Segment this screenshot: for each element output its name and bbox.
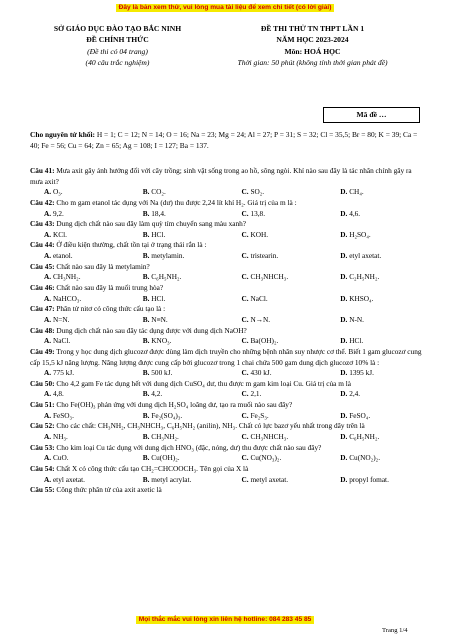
question <box>30 464 425 485</box>
preview-banner-text: Đây là bản xem thử, vui lòng mua tài liệu để xem chi tiết (có lời giải) <box>116 4 335 12</box>
question-text: Cho m gam etanol tác dụng với Na (dư) thu được 2,24 lít khí H₂. Giá trị của m là : <box>54 197 297 207</box>
option-letter: B. <box>142 410 150 420</box>
school-year: NĂM HỌC 2023-2024 <box>276 35 349 45</box>
option-letter: D. <box>340 251 348 261</box>
option-letter: C. <box>241 314 249 324</box>
option-text: CuO. <box>52 453 69 463</box>
option-letter: D. <box>340 432 348 442</box>
question <box>30 421 425 442</box>
question-list <box>30 166 425 496</box>
option-letter: D. <box>340 293 348 303</box>
answer-option[interactable] <box>326 272 425 283</box>
option-letter: B. <box>142 336 150 346</box>
answer-option[interactable] <box>30 230 129 241</box>
option-letter: D. <box>340 187 348 197</box>
question-count-note: (40 câu trắc nghiệm) <box>85 58 150 68</box>
option-text: NaCl. <box>52 336 71 346</box>
question-number: Câu 49: <box>30 346 55 356</box>
option-text: NH₃. <box>52 432 68 442</box>
option-letter: B. <box>142 293 150 303</box>
option-text: FeSO₃. <box>52 410 74 420</box>
option-text: C₆H₅NH₂. <box>349 432 380 442</box>
option-letter: C. <box>241 453 249 463</box>
option-text: KHSO₄. <box>349 293 374 303</box>
question-text: Công thức phân tử của axit axetic là <box>54 485 162 495</box>
question-stem <box>30 240 425 251</box>
option-letter: A. <box>44 410 52 420</box>
answer-option[interactable] <box>30 453 129 464</box>
option-letter: D. <box>340 453 348 463</box>
question-number: Câu 47: <box>30 304 55 314</box>
preview-banner <box>0 4 450 12</box>
answer-option[interactable] <box>228 453 327 464</box>
answer-option[interactable] <box>30 432 129 443</box>
question-text: Chất X có công thức cấu tạo CH₂=CHCOOCH₃. Tên gọi của X là <box>54 463 249 473</box>
question-stem <box>30 219 425 230</box>
option-text: CH₃NHCH₃. <box>250 272 289 282</box>
answer-option[interactable] <box>129 368 228 379</box>
answer-options <box>30 230 425 241</box>
option-text: 13,8. <box>250 208 266 218</box>
option-text: 4,6. <box>349 208 361 218</box>
question-number: Câu 43: <box>30 219 55 229</box>
option-letter: D. <box>340 208 348 218</box>
answer-options <box>30 251 425 262</box>
answer-option[interactable] <box>228 251 327 262</box>
question-text: Cho các chất: CH₃NH₂, CH₃NHCH₃, C₆H₅NH₂ (anilin), NH₃. Chất có lực bazơ yếu nhất trong dãy trên là <box>54 421 365 431</box>
option-text: Cu(OH)₂. <box>151 453 180 463</box>
option-text: etyl axetat. <box>52 474 85 484</box>
answer-options <box>30 411 425 422</box>
option-letter: B. <box>142 432 150 442</box>
option-text: KNO₃. <box>151 336 172 346</box>
answer-option[interactable] <box>30 251 129 262</box>
header-left <box>30 23 205 69</box>
question-text: Dung dịch chất nào sau đây tác dụng được với dung dịch NaOH? <box>54 325 247 335</box>
answer-options <box>30 389 425 400</box>
option-letter: A. <box>44 251 52 261</box>
option-text: Cu(NO₃)₂. <box>250 453 282 463</box>
question-text: Ở điều kiện thường, chất tồn tại ở trạng thái rắn là : <box>54 240 207 250</box>
exam-header <box>30 23 420 69</box>
question <box>30 400 425 421</box>
option-letter: C. <box>241 368 249 378</box>
answer-option[interactable] <box>228 294 327 305</box>
option-text: 2,4. <box>349 389 361 399</box>
option-text: 775 kJ. <box>52 368 75 378</box>
question-stem <box>30 379 425 390</box>
question <box>30 262 425 283</box>
answer-option[interactable] <box>326 432 425 443</box>
answer-option[interactable] <box>228 432 327 443</box>
option-text: 18,4. <box>151 208 166 218</box>
option-letter: C. <box>241 474 249 484</box>
option-text: propyl fomat. <box>349 474 389 484</box>
option-letter: A. <box>44 208 52 218</box>
answer-option[interactable] <box>228 272 327 283</box>
question-stem <box>30 485 425 496</box>
option-text: HCl. <box>151 293 166 303</box>
option-text: CH₄. <box>349 187 364 197</box>
question <box>30 219 425 240</box>
answer-option[interactable] <box>30 272 129 283</box>
option-text: metyl axetat. <box>250 474 289 484</box>
answer-option[interactable] <box>228 336 327 347</box>
question-number: Câu 55: <box>30 485 55 495</box>
question-number: Câu 48: <box>30 325 55 335</box>
question-number: Câu 51: <box>30 400 55 410</box>
answer-option[interactable] <box>30 315 129 326</box>
option-letter: C. <box>241 251 249 261</box>
question-number: Câu 52: <box>30 421 55 431</box>
question-stem <box>30 304 425 315</box>
answer-options <box>30 432 425 443</box>
answer-option[interactable] <box>30 336 129 347</box>
answer-option[interactable] <box>326 475 425 486</box>
option-text: HCl. <box>349 336 364 346</box>
option-text: CO₂. <box>151 187 166 197</box>
answer-option[interactable] <box>228 187 327 198</box>
option-text: NaCl. <box>250 293 268 303</box>
answer-option[interactable] <box>129 336 228 347</box>
question-text: Cho kim loại Cu tác dụng với dung dịch HNO₃ (đặc, nóng, dư) thu được chất nào sau đây? <box>54 442 322 452</box>
option-text: etanol. <box>52 251 73 261</box>
option-text: Cu(NO₂)₂. <box>349 453 381 463</box>
option-text: O₃. <box>52 187 63 197</box>
option-letter: B. <box>142 251 150 261</box>
option-text: N≡N. <box>151 314 168 324</box>
answer-option[interactable] <box>30 187 129 198</box>
answer-option[interactable] <box>129 209 228 220</box>
question <box>30 326 425 347</box>
option-letter: C. <box>241 272 249 282</box>
option-letter: A. <box>44 474 52 484</box>
department-name: SỞ GIÁO DỤC ĐÀO TẠO BẮC NINH <box>53 24 182 33</box>
answer-options <box>30 475 425 486</box>
option-letter: D. <box>340 474 348 484</box>
option-text: 500 kJ. <box>151 368 173 378</box>
question-text: Phân tử nitơ có công thức cấu tạo là : <box>54 304 166 314</box>
option-letter: A. <box>44 187 52 197</box>
answer-option[interactable] <box>129 315 228 326</box>
option-letter: D. <box>340 368 348 378</box>
answer-option[interactable] <box>129 453 228 464</box>
answer-option[interactable] <box>326 411 425 422</box>
question-text: Cho Fe(OH)₃ phản ứng với dung dịch H₂SO₄ loãng dư, tạo ra muối nào sau đây? <box>54 400 293 410</box>
option-letter: C. <box>241 208 249 218</box>
time-limit: Thời gian: 50 phút (không tính thời gian phát đề) <box>237 58 388 68</box>
exam-code-box: Mã đề … <box>323 107 420 123</box>
atomic-masses-values: H = 1; C = 12; N = 14; O = 16; Na = 23; Mg = 24; Al = 27; P = 31; S = 32; Cl = 35,5; Br = 80; K = 39; Ca = 40; Fe = 56; Cu = 64; Zn = 65; Ag = 108; I = 127; Ba = 137. <box>30 130 418 151</box>
option-letter: B. <box>142 272 150 282</box>
question-number: Câu 46: <box>30 283 55 293</box>
question-text: Chất nào sau đây là metylamin? <box>54 261 150 271</box>
option-text: H₂SO₄. <box>349 229 371 239</box>
question-number: Câu 41: <box>30 166 55 175</box>
answer-option[interactable] <box>30 411 129 422</box>
option-letter: C. <box>241 432 249 442</box>
option-letter: A. <box>44 368 52 378</box>
answer-option[interactable] <box>228 475 327 486</box>
option-letter: C. <box>241 389 249 399</box>
option-text: N=N. <box>52 314 70 324</box>
option-letter: D. <box>340 314 348 324</box>
answer-option[interactable] <box>129 230 228 241</box>
answer-option[interactable] <box>326 336 425 347</box>
question <box>30 379 425 400</box>
option-text: N→N. <box>250 314 271 324</box>
option-text: CH₃NH₂. <box>151 432 179 442</box>
option-letter: A. <box>44 229 52 239</box>
question-stem <box>30 326 425 337</box>
option-letter: B. <box>142 208 150 218</box>
option-letter: B. <box>142 389 150 399</box>
option-text: HCl. <box>151 229 166 239</box>
atomic-masses <box>30 129 425 151</box>
question-stem <box>30 400 425 411</box>
question-number: Câu 53: <box>30 442 55 452</box>
question <box>30 485 425 496</box>
atomic-masses-label: Cho nguyên tử khối: <box>30 130 96 139</box>
question-stem <box>30 283 425 294</box>
option-text: 430 kJ. <box>250 368 272 378</box>
question <box>30 347 425 379</box>
question-number: Câu 45: <box>30 261 55 271</box>
question-stem <box>30 166 425 187</box>
answer-options <box>30 315 425 326</box>
option-text: KCl. <box>52 229 67 239</box>
answer-option[interactable] <box>30 389 129 400</box>
option-text: etyl axetat. <box>349 251 382 261</box>
answer-option[interactable] <box>129 389 228 400</box>
question-text: Trong y học dung dịch glucozơ được dùng làm dịch truyền cho những bệnh nhân suy nhược cơ thể. Biết 1 gam glucozơ cung cấp 15,5 kJ năng lượng. Năng lượng được cung cấp bởi glucozơ trong 1 chai chứa 500 gam dung dịch glucozơ 10% là : <box>30 346 422 367</box>
option-text: KOH. <box>250 229 269 239</box>
option-text: tristearin. <box>250 251 279 261</box>
option-letter: A. <box>44 389 52 399</box>
option-letter: B. <box>142 474 150 484</box>
option-letter: C. <box>241 187 249 197</box>
answer-options <box>30 187 425 198</box>
answer-option[interactable] <box>129 432 228 443</box>
option-text: C₂H₅NH₂. <box>349 272 380 282</box>
option-text: C₆H₅NH₂. <box>151 272 182 282</box>
question <box>30 240 425 261</box>
question <box>30 304 425 325</box>
option-text: Fe₂S₃. <box>250 410 269 420</box>
question-stem <box>30 421 425 432</box>
option-text: CH₃NHCH₃. <box>250 432 289 442</box>
option-text: 4,2. <box>151 389 163 399</box>
exam-title: ĐỀ THI THỬ TN THPT LẦN 1 <box>260 24 365 33</box>
option-letter: D. <box>340 336 348 346</box>
question-text: Chất nào sau đây là muối trung hòa? <box>54 283 164 293</box>
answer-option[interactable] <box>129 251 228 262</box>
question-number: Câu 50: <box>30 378 55 388</box>
question-number: Câu 44: <box>30 240 55 250</box>
option-text: metylamin. <box>151 251 185 261</box>
answer-option[interactable] <box>326 209 425 220</box>
question <box>30 283 425 304</box>
answer-option[interactable] <box>228 209 327 220</box>
option-letter: C. <box>241 229 249 239</box>
question-stem <box>30 464 425 475</box>
option-text: metyl acrylat. <box>151 474 192 484</box>
answer-options <box>30 294 425 305</box>
answer-option[interactable] <box>228 230 327 241</box>
option-text: 1395 kJ. <box>349 368 374 378</box>
option-letter: D. <box>340 389 348 399</box>
answer-option[interactable] <box>228 368 327 379</box>
answer-option[interactable] <box>129 411 228 422</box>
answer-option[interactable] <box>228 389 327 400</box>
page-count-note: (Đề thi có 04 trang) <box>87 46 148 56</box>
answer-option[interactable] <box>129 187 228 198</box>
option-text: SO₂. <box>250 187 265 197</box>
question <box>30 443 425 464</box>
option-letter: B. <box>142 453 150 463</box>
official-label: ĐỀ CHÍNH THỨC <box>86 35 149 45</box>
answer-options <box>30 272 425 283</box>
answer-option[interactable] <box>326 315 425 326</box>
question-stem <box>30 262 425 273</box>
question-text: Cho 4,2 gam Fe tác dụng hết với dung dịch CuSO₄ dư, thu được m gam kim loại Cu. Giá trị của m là <box>54 378 351 388</box>
answer-option[interactable] <box>326 230 425 241</box>
answer-option[interactable] <box>30 294 129 305</box>
option-text: 9,2. <box>52 208 64 218</box>
subject: Môn: HOÁ HỌC <box>284 46 341 56</box>
option-letter: A. <box>44 432 52 442</box>
answer-option[interactable] <box>326 389 425 400</box>
option-letter: A. <box>44 314 52 324</box>
answer-option[interactable] <box>326 368 425 379</box>
option-text: 2,1. <box>250 389 262 399</box>
option-letter: C. <box>241 336 249 346</box>
answer-option[interactable] <box>326 187 425 198</box>
option-letter: A. <box>44 336 52 346</box>
header-right <box>205 23 420 69</box>
question-text: Dung dịch chất nào sau đây làm quỳ tím chuyển sang màu xanh? <box>54 219 247 229</box>
question <box>30 198 425 219</box>
option-letter: B. <box>142 187 150 197</box>
option-letter: D. <box>340 229 348 239</box>
option-text: CH₃NH₂. <box>52 272 81 282</box>
question-number: Câu 54: <box>30 463 55 473</box>
answer-option[interactable] <box>30 209 129 220</box>
answer-option[interactable] <box>30 368 129 379</box>
question-stem <box>30 347 425 368</box>
option-text: FeSO₄. <box>349 410 371 420</box>
answer-option[interactable] <box>129 475 228 486</box>
option-letter: C. <box>241 293 249 303</box>
answer-option[interactable] <box>129 294 228 305</box>
option-letter: A. <box>44 272 52 282</box>
option-letter: B. <box>142 229 150 239</box>
question-number: Câu 42: <box>30 197 55 207</box>
answer-options <box>30 453 425 464</box>
question-stem <box>30 198 425 209</box>
option-letter: D. <box>340 272 348 282</box>
option-letter: A. <box>44 453 52 463</box>
answer-option[interactable] <box>30 475 129 486</box>
answer-option[interactable] <box>228 411 327 422</box>
option-letter: C. <box>241 410 249 420</box>
hotline-banner <box>0 616 450 624</box>
option-text: Fe₂(SO₄)₃. <box>151 410 183 420</box>
option-text: 4,8. <box>52 389 64 399</box>
hotline-text: Mọi thắc mắc vui lòng xin liên hệ hotline: 084 283 45 85 <box>136 616 315 624</box>
answer-option[interactable] <box>326 294 425 305</box>
answer-options <box>30 209 425 220</box>
question-text: Mưa axit gây ảnh hưởng đối với cây trồng; sinh vật sống trong ao hồ, sông ngòi. Khí nào sau đây là tác nhân chính gây ra mưa axit? <box>30 166 412 186</box>
answer-option[interactable] <box>228 315 327 326</box>
question <box>30 166 425 198</box>
answer-options <box>30 336 425 347</box>
option-text: NaHCO₃. <box>52 293 82 303</box>
option-text: N-N. <box>349 314 364 324</box>
option-text: Ba(OH)₂. <box>250 336 279 346</box>
option-letter: B. <box>142 368 150 378</box>
answer-option[interactable] <box>129 272 228 283</box>
answer-option[interactable] <box>326 251 425 262</box>
option-letter: A. <box>44 293 52 303</box>
page-number: Trang 1/4 <box>382 627 408 634</box>
option-letter: B. <box>142 314 150 324</box>
answer-options <box>30 368 425 379</box>
question-stem <box>30 443 425 454</box>
option-letter: D. <box>340 410 348 420</box>
answer-option[interactable] <box>326 453 425 464</box>
